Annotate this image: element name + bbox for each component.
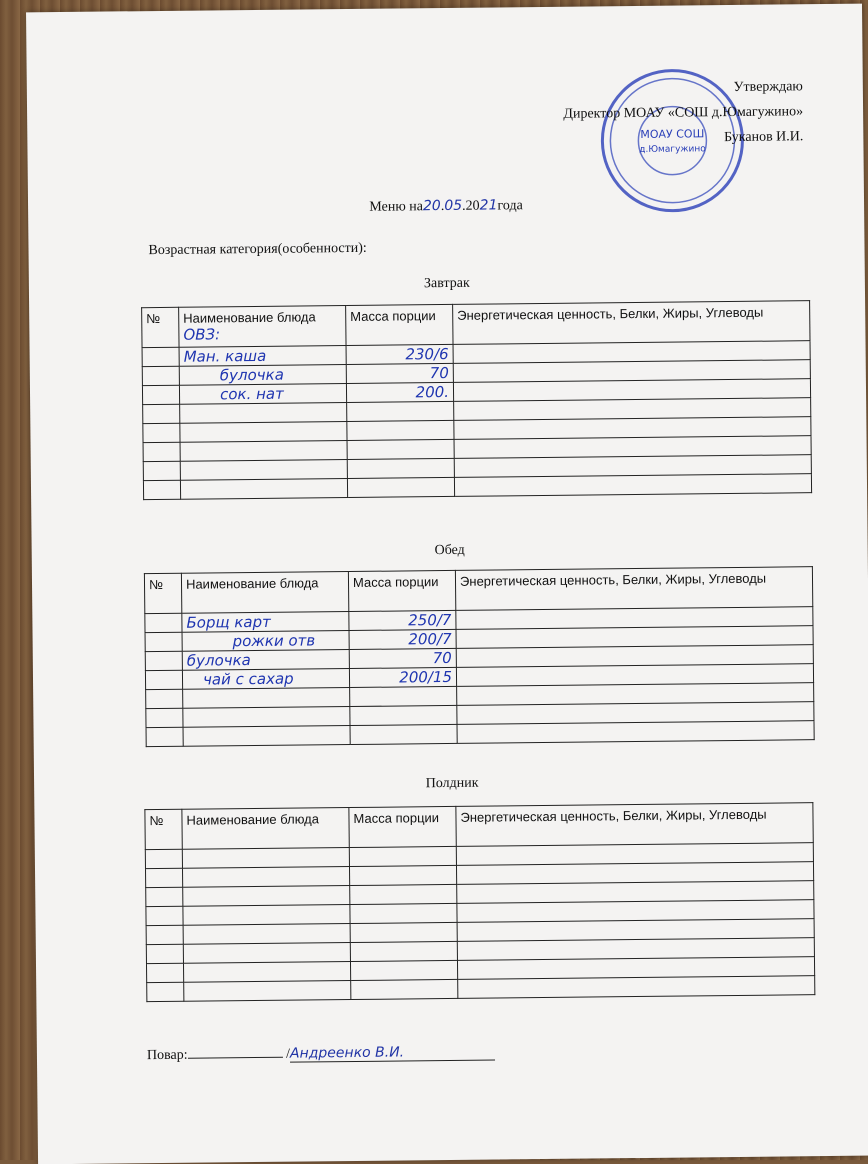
table-row: булочка 70	[142, 360, 810, 386]
snack-table	[144, 802, 815, 1002]
table-row: булочка 70	[145, 645, 813, 671]
date-day: 20	[422, 198, 441, 215]
table-row: чай с сахар 200/15	[145, 664, 813, 690]
col-mass: Масса порции	[346, 304, 453, 345]
col-dish: Наименование блюда ОВЗ:	[179, 306, 346, 348]
lunch-table	[144, 566, 815, 747]
section-title-snack: Полдник	[425, 775, 479, 792]
table-header-row: № Наименование блюда Масса порции Энергетическая ценность, Белки, Жиры, Углеводы	[145, 803, 813, 850]
approval-label: Утверждаю	[733, 79, 803, 95]
director-title: Директор МОАУ «СОШ д.Юмагужино»	[563, 104, 804, 122]
table-row: рожки отв 200/7	[145, 626, 813, 652]
section-title-lunch: Обед	[434, 542, 465, 559]
menu-date-line: Меню на20.05.2021года	[369, 197, 523, 215]
director-name: Буканов И.И.	[723, 129, 804, 146]
svg-text:МОАУ СОШ: МОАУ СОШ	[640, 127, 705, 141]
approval-block	[563, 74, 804, 152]
table-header-row: № Наименование блюда Масса порции Энергетическая ценность, Белки, Жиры, Углеводы	[144, 567, 812, 614]
cook-signature	[188, 1057, 283, 1059]
table-row: Борщ карт 250/7	[145, 607, 813, 633]
date-month: 05	[444, 197, 463, 215]
cook-signature-line: Повар: /Андреенко В.И.	[147, 1044, 495, 1065]
col-energy: Энергетическая ценность, Белки, Жиры, Углеводы	[453, 301, 810, 345]
breakfast-table	[141, 300, 812, 500]
date-year: 21	[479, 197, 498, 214]
section-title-breakfast: Завтрак	[423, 275, 470, 292]
table-header-row	[142, 301, 810, 348]
table-row: Ман. каша 230/6	[142, 341, 810, 367]
document-page	[26, 4, 868, 1164]
cook-name: Андреенко В.И.	[290, 1044, 495, 1063]
age-category: Возрастная категория(особенности):	[148, 240, 367, 259]
col-number: №	[142, 307, 179, 347]
table-row: сок. нат 200.	[142, 379, 810, 405]
svg-text:д.Юмагужино: д.Юмагужино	[639, 144, 706, 155]
